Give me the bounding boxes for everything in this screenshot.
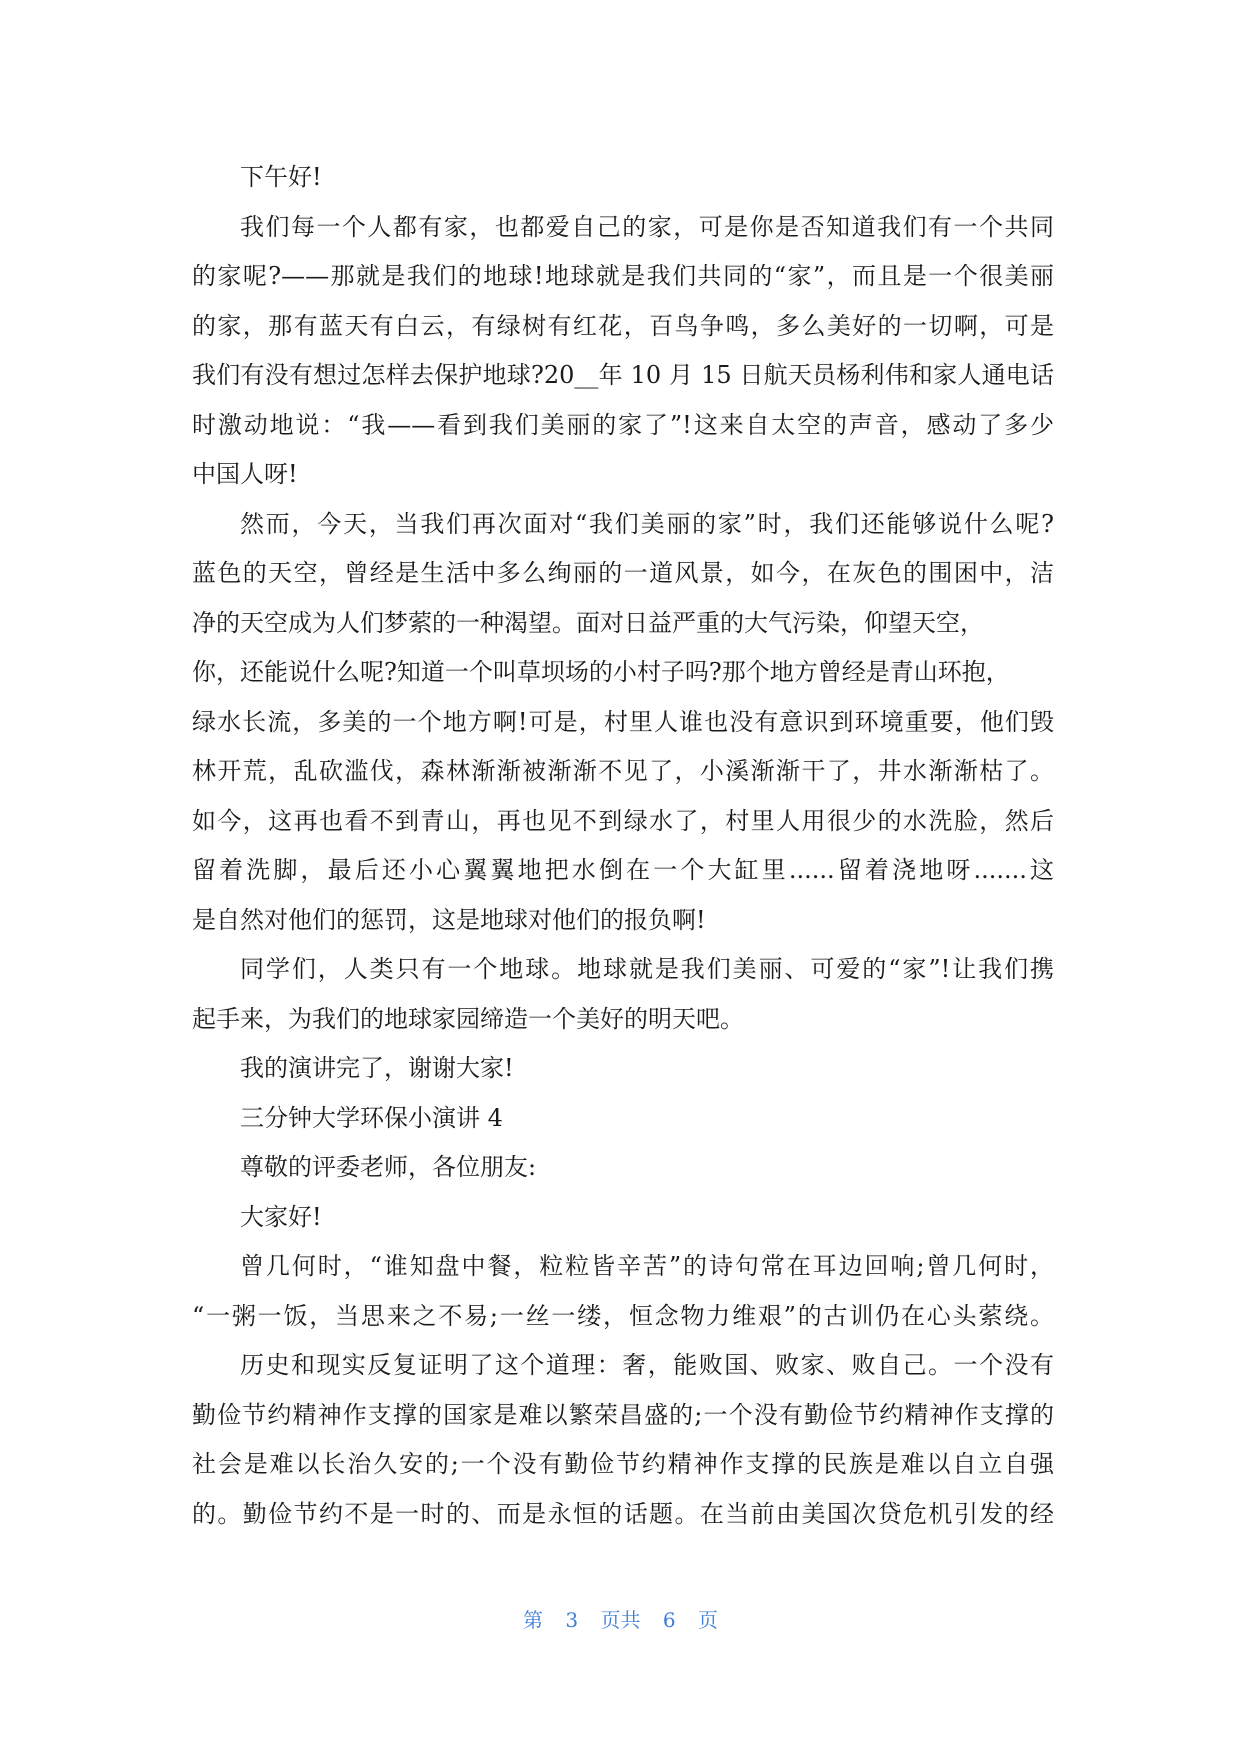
- text-line: 下午好!: [240, 163, 322, 191]
- footer-total-pages: 6: [662, 1608, 676, 1632]
- text-line: 历史和现实反复证明了这个道理：奢，能败国、败家、败自己。一个没有: [240, 1351, 1054, 1379]
- footer-middle: 页共: [600, 1608, 641, 1632]
- page-footer: [0, 1604, 1241, 1633]
- text-line: 我们有没有想过怎样去保护地球?20__年 10 月 15 日航天员杨利伟和家人通电话: [192, 361, 1054, 389]
- text-line: 我们每一个人都有家，也都爱自己的家，可是你是否知道我们有一个共同: [240, 212, 1054, 241]
- text-line: 的家呢?——那就是我们的地球!地球就是我们共同的“家”，而且是一个很美丽: [192, 262, 1054, 290]
- footer-suffix: 页: [697, 1608, 718, 1632]
- text-line: 社会是难以长治久安的;一个没有勤俭节约精神作支撑的民族是难以自立自强: [192, 1450, 1054, 1478]
- text-line: 我的演讲完了，谢谢大家!: [240, 1054, 514, 1082]
- footer-page-number: 3: [565, 1608, 579, 1632]
- text-line: 曾几何时，“谁知盘中餐，粒粒皆辛苦”的诗句常在耳边回响;曾几何时，: [240, 1252, 1054, 1280]
- text-line: 的家，那有蓝天有白云，有绿树有红花，百鸟争鸣，多么美好的一切啊，可是: [192, 311, 1054, 340]
- text-line: 的。勤俭节约不是一时的、而是永恒的话题。在当前由美国次贷危机引发的经: [192, 1499, 1054, 1528]
- text-line: 净的天空成为人们梦萦的一种渴望。面对日益严重的大气污染，仰望天空，: [192, 608, 984, 637]
- footer-prefix: 第: [523, 1608, 544, 1632]
- text-line: 尊敬的评委老师，各位朋友:: [240, 1153, 537, 1181]
- text-line: 是自然对他们的惩罚，这是地球对他们的报负啊!: [192, 905, 706, 934]
- text-line: 留着洗脚，最后还小心翼翼地把水倒在一个大缸里......留着浇地呀.......这: [192, 856, 1054, 884]
- text-line: 蓝色的天空，曾经是生活中多么绚丽的一道风景，如今，在灰色的围困中，洁: [192, 559, 1054, 587]
- text-line: 林开荒，乱砍滥伐，森林渐渐被渐渐不见了，小溪渐渐干了，井水渐渐枯了。: [192, 757, 1054, 785]
- text-line: 勤俭节约精神作支撑的国家是难以繁荣昌盛的;一个没有勤俭节约精神作支撑的: [192, 1400, 1054, 1429]
- text-line: 如今，这再也看不到青山，再也见不到绿水了，村里人用很少的水洗脸，然后: [192, 806, 1054, 835]
- text-line: 中国人呀!: [192, 460, 298, 488]
- text-line: 你，还能说什么呢?知道一个叫草坝场的小村子吗?那个地方曾经是青山环抱，: [192, 658, 1010, 686]
- text-line: “一粥一饭，当思来之不易;一丝一缕，恒念物力维艰”的古训仍在心头萦绕。: [192, 1301, 1054, 1330]
- text-line: 时激动地说：“我——看到我们美丽的家了”!这来自太空的声音，感动了多少: [192, 410, 1054, 439]
- text-line: 起手来，为我们的地球家园缔造一个美好的明天吧。: [192, 1004, 744, 1033]
- text-line: 同学们，人类只有一个地球。地球就是我们美丽、可爱的“家”!让我们携: [240, 955, 1054, 983]
- document-body: [192, 153, 1054, 1539]
- text-line: 然而，今天，当我们再次面对“我们美丽的家”时，我们还能够说什么呢?: [240, 509, 1054, 538]
- text-line: 三分钟大学环保小演讲 4: [240, 1103, 503, 1132]
- text-line: 大家好!: [240, 1202, 322, 1231]
- text-line: 绿水长流，多美的一个地方啊!可是，村里人谁也没有意识到环境重要，他们毁: [192, 707, 1054, 736]
